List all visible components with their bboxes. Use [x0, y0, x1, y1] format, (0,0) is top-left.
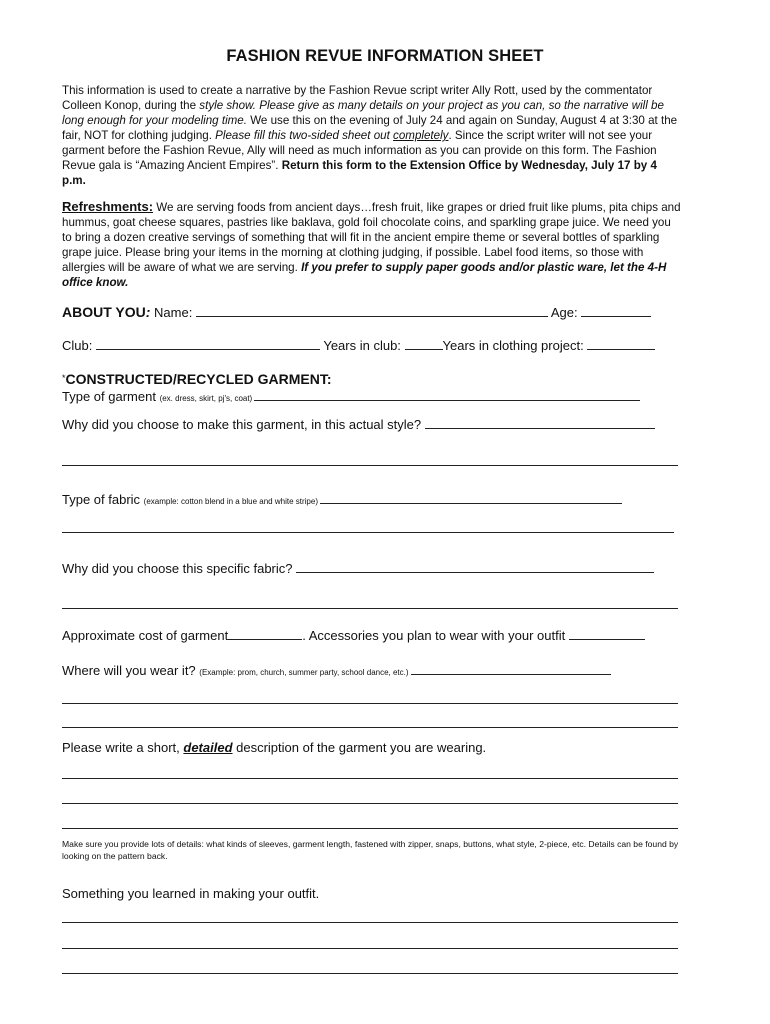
fabric-field[interactable] [320, 492, 622, 504]
cost-label: Approximate cost of garment [62, 628, 229, 643]
about-you-label: ABOUT YOU [62, 304, 146, 320]
garment-heading-text: CONSTRUCTED/RECYCLED GARMENT: [65, 371, 332, 387]
details-note: Make sure you provide lots of details: what kinds of sleeves, garment length, fastened with zipper, snaps, buttons, what style, 2-piece, etc. Details can be found by looking on the pattern back. [62, 839, 679, 861]
garment-section-heading [62, 371, 332, 387]
why-fabric-row [62, 561, 654, 576]
fabric-row [62, 492, 622, 507]
club-label: Club: [62, 338, 96, 353]
fabric-extra-line[interactable] [62, 532, 674, 533]
where-extra-line-2[interactable] [62, 727, 678, 728]
years-in-club-label: Years in club: [319, 338, 405, 353]
name-field[interactable] [196, 305, 548, 317]
garment-type-example: (ex. dress, skirt, pj's, coat) [159, 394, 255, 403]
where-label: Where will you wear it? [62, 663, 200, 678]
years-clothing-label: Years in clothing project: [442, 338, 588, 353]
intro-text-4: Please fill this two-sided sheet out [215, 129, 394, 142]
describe-row [62, 740, 486, 755]
about-colon: : [145, 304, 151, 320]
learned-label: Something you learned in making your outfit. [62, 886, 320, 901]
fabric-example: (example: cotton blend in a blue and white stripe) [143, 497, 321, 506]
refreshments-heading: Refreshments: [62, 199, 154, 214]
intro-text-3: We use this on the evening of July 24 and again on Sunday, August 4 at 3:30 at the fair, NOT for clothing judging. [62, 114, 678, 142]
years-in-club-field[interactable] [405, 338, 443, 350]
why-fabric-label: Why did you choose this specific fabric? [62, 561, 297, 576]
why-style-row [62, 417, 655, 432]
describe-label-pre: Please write a short, [62, 740, 184, 755]
intro-text-5: completely [393, 129, 449, 142]
garment-type-field[interactable] [254, 389, 640, 401]
where-example: (Example: prom, church, summer party, school dance, etc.) [199, 668, 411, 677]
learned-line-2[interactable] [62, 948, 678, 949]
intro-text-1: This information is used to create a narrative by the Fashion Revue script writer Ally Rott, used by the commentator Colleen Konop, during the [62, 84, 653, 112]
learned-line-1[interactable] [62, 922, 678, 923]
cost-field[interactable] [228, 628, 302, 640]
refreshments-paper-goods: If you prefer to supply paper goods and/or plastic ware, let the 4-H office know. [62, 261, 667, 289]
accessories-field[interactable] [569, 628, 645, 640]
accessories-label: . Accessories you plan to wear with your outfit [302, 628, 569, 643]
why-style-field[interactable] [425, 417, 655, 429]
where-row [62, 663, 611, 678]
describe-emphasis: detailed [183, 740, 233, 755]
garment-type-label: Type of garment [62, 389, 160, 404]
intro-text-6: . Since the script writer will not see your garment before the Fashion Revue, Ally will need as much information as you can provide on this form. The Fashion Revue gala is “Amazing Ancient Empires”. [62, 129, 657, 172]
describe-label-post: description of the garment you are wearing. [232, 740, 487, 755]
learned-line-3[interactable] [62, 973, 678, 974]
age-label: Age: [547, 305, 582, 320]
why-fabric-extra-line[interactable] [62, 608, 678, 609]
why-style-extra-line[interactable] [62, 465, 678, 466]
refreshments-body: We are serving foods from ancient days…fresh fruit, like grapes or dried fruit like plums, pita chips and hummus, goat cheese squares, pastries like baklava, gold foil chocolate coins, and sparkling grape juice. We need you to bring a dozen creative servings of something that will fit in the ancient empire theme or several bottles of sparkling grape juice. Please bring your items in the morning at clothing judging, if possible. Label food items, so those with allergies will be aware of what we are serving. [62, 201, 681, 274]
intro-deadline: Return this form to the Extension Office by Wednesday, July 17 by 4 p.m. [62, 159, 657, 187]
club-field[interactable] [96, 338, 320, 350]
describe-line-3[interactable] [62, 828, 678, 829]
intro-paragraph [62, 83, 682, 188]
why-style-label: Why did you choose to make this garment, in this actual style? [62, 417, 425, 432]
about-name-row [62, 304, 651, 320]
refreshments-paragraph [62, 199, 682, 290]
fabric-label: Type of fabric [62, 492, 144, 507]
where-field[interactable] [411, 663, 611, 675]
years-clothing-field[interactable] [587, 338, 655, 350]
cost-row [62, 628, 645, 643]
garment-type-row [62, 389, 640, 404]
describe-line-2[interactable] [62, 803, 678, 804]
asterisk: * [62, 373, 66, 383]
describe-line-1[interactable] [62, 778, 678, 779]
page-title: FASHION REVUE INFORMATION SHEET [226, 47, 544, 65]
name-label: Name: [150, 305, 196, 320]
where-extra-line-1[interactable] [62, 703, 678, 704]
why-fabric-field[interactable] [296, 561, 654, 573]
about-club-row [62, 338, 655, 353]
age-field[interactable] [581, 305, 651, 317]
learned-row [62, 886, 319, 901]
intro-text-2: style show. Please give as many details on your project as you can, so the narrative will be long enough for your modeling time. [62, 99, 664, 127]
